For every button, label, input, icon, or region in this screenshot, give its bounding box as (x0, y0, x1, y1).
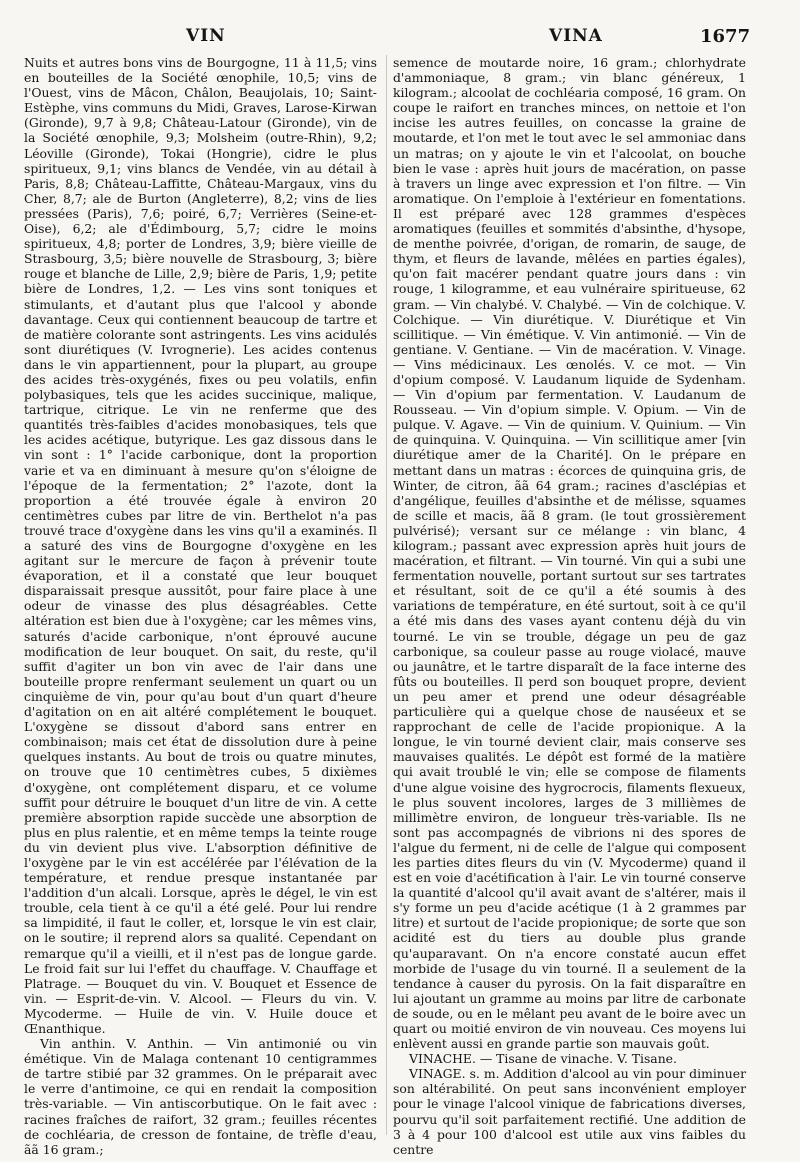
column-divider (386, 55, 387, 1135)
right-column (393, 55, 746, 1157)
entry-vinage: VINAGE. s. m. Addition d'alcool au vin pour diminuer son altérabilité. On peut sans inconvénient employer pour le vinage l'alcool vinique de fabrications diverses, pourvu qu'il soit parfaitement rectifié. Une addition de 3 à 4 pour 100 d'alcool est utile aux vins faibles du centre (393, 1066, 746, 1157)
running-head-right: VINA (549, 26, 603, 46)
right-paragraph-1: semence de moutarde noire, 16 gram.; chlorhydrate d'ammoniaque, 8 gram.; vin blanc généreux, 1 kilogram.; alcoolat de cochléaria composé, 16 gram. On coupe le raifort en tranches minces, on nettoie et l'on incise les autres feuilles, on concasse la graine de moutarde, et l'on met le tout avec le sel ammoniac dans un matras; on y ajoute le vin et l'alcoolat, on bouche bien le vase : après huit jours de macération, on passe à travers un linge avec expression et l'on filtre. — Vin aromatique. On l'emploie à l'extérieur en fomentations. Il est préparé avec 128 grammes d'espèces aromatiques (feuilles et sommités d'absinthe, d'hysope, de menthe poivrée, d'origan, de romarin, de sauge, de thym, et fleurs de lavande, mêlées en parties égales), qu'on fait macérer pendant quatre jours dans : vin rouge, 1 kilogramme, et eau vulnéraire spiritueuse, 62 gram. — Vin chalybé. V. Chalybé. — Vin de colchique. V. Colchique. — Vin diurétique. V. Diurétique et Vin scillitique. — Vin émétique. V. Vin antimonié. — Vin de gentiane. V. Gentiane. — Vin de macération. V. Vinage. — Vins médicinaux. Les œnolés. V. ce mot. — Vin d'opium composé. V. Laudanum liquide de Sydenham. — Vin d'opium par fermentation. V. Laudanum de Rousseau. — Vin d'opium simple. V. Opium. — Vin de pulque. V. Agave. — Vin de quinium. V. Quinium. — Vin de quinquina. V. Quinquina. — Vin scillitique amer [vin diurétique amer de la Charité]. On le prépare en mettant dans un matras : écorces de quinquina gris, de Winter, de citron, ãã 64 gram.; racines d'asclépias et d'angélique, feuilles d'absinthe et de mélisse, squames de scille et macis, ãã 8 gram. (le tout grossièrement pulvérisé); versant sur ce mélange : vin blanc, 4 kilogram.; passant avec expression après huit jours de macération, et filtrant. — Vin tourné. Vin qui a subi une fermentation nouvelle, portant surtout sur ses tartrates et résultant, soit de ce qu'il a été soumis à des variations de température, en été surtout, soit à ce qu'il a été mis dans des vases ayant contenu déjà du vin tourné. Le vin se trouble, dégage un peu de gaz carbonique, sa couleur passe au rouge violacé, mauve ou jaunâtre, et le tartre disparaît de la face interne des fûts ou bouteilles. Il perd son bouquet propre, devient un peu amer et prend une odeur désagréable particulière qui a quelque chose de nauséeux et se rapprochant de celle de l'acide propionique. A la longue, le vin tourné devient clair, mais conserve ses mauvaises qualités. Le dépôt est formé de la matière qui avait troublé le vin; elle se compose de filaments d'une algue voisine des hygrocrocis, filaments flexueux, le plus souvent incolores, larges de 3 millièmes de millimètre environ, de longueur très-variable. Ils ne sont pas accompagnés de vibrions ni des spores de l'algue du ferment, ni de celle de l'algue qui composent les parties dites fleurs du vin (V. Mycoderme) quand il est en voie d'acétification à l'air. Le vin tourné conserve la quantité d'alcool qu'il avait avant de s'altérer, mais il s'y forme un peu d'acide acétique (1 à 2 grammes par litre) et surtout de l'acide propionique; de sorte que son acidité est du tiers au double plus grande qu'auparavant. On n'a encore constaté aucun effet morbide de l'usage du vin tourné. Il a seulement de la tendance à causer du pyrosis. On la fait disparaître en lui ajoutant un gramme au moins par litre de carbonate de soude, ou en le mêlant peu avant de le boire avec un quart ou moitié environ de vin nouveau. Ces moyens lui enlèvent aussi en grande partie son mauvais goût. (393, 55, 746, 1052)
entry-vinache: VINACHE. — Tisane de vinache. V. Tisane. (409, 1051, 677, 1067)
running-head (0, 26, 800, 52)
left-column (24, 55, 377, 1157)
running-head-left: VIN (186, 26, 226, 46)
left-paragraph-2: Vin anthin. V. Anthin. — Vin antimonié ou vin émétique. Vin de Malaga contenant 10 centigrammes de tartre stibié par 32 grammes. On le préparait avec le verre d'antimoine, ce qui en rendait la composition très-variable. — Vin antiscorbutique. On le fait avec : racines fraîches de raifort, 32 gram.; feuilles récentes de cochléaria, de cresson de fontaine, de trèfle d'eau, ãã 16 gram.; (24, 1036, 377, 1157)
left-paragraph-1: Nuits et autres bons vins de Bourgogne, 11 à 11,5; vins en bouteilles de la Société œnophile, 10,5; vins de l'Ouest, vins de Mâcon, Châlon, Beaujolais, 10; Saint-Estèphe, vins communs du Midi, Graves, Larose-Kirwan (Gironde), 9,7 à 9,8; Château-Latour (Gironde), vin de la Société œnophile, 9,3; Molsheim (outre-Rhin), 9,2; Léoville (Gironde), Tokai (Hongrie), cidre le plus spiritueux, 9,1; vins blancs de Vendée, vin au détail à Paris, 8,8; Château-Laffitte, Château-Margaux, vins du Cher, 8,7; ale de Burton (Angleterre), 8,2; vins de lies pressées (Paris), 7,6; poiré, 6,7; Verrières (Seine-et-Oise), 6,2; ale d'Édimbourg, 5,7; cidre le moins spiritueux, 4,8; porter de Londres, 3,9; bière vieille de Strasbourg, 3,5; bière nouvelle de Strasbourg, 3; bière rouge et blanche de Lille, 2,9; bière de Paris, 1,9; petite bière de Londres, 1,2. — Les vins sont toniques et stimulants, et d'autant plus que l'alcool y abonde davantage. Ceux qui contiennent beaucoup de tartre et de matière colorante sont astringents. Les vins acidulés sont diurétiques (V. Ivrognerie). Les acides contenus dans le vin appartiennent, pour la plupart, au groupe des acides très-oxygénés, fixes ou peu volatils, enfin polybasiques, tels que les acides succinique, malique, tartrique, citrique. Le vin ne renferme que des quantités très-faibles d'acides monobasiques, tels que les acides acétique, butyrique. Les gaz dissous dans le vin sont : 1° l'acide carbonique, dont la proportion varie et va en diminuant à mesure qu'on s'éloigne de l'époque de la fermentation; 2° l'azote, dont la proportion a été trouvée égale à environ 20 centimètres cubes par litre de vin. Berthelot n'a pas trouvé trace d'oxygène dans les vins qu'il a examinés. Il a saturé des vins de Bourgogne d'oxygène en les agitant sur le mercure de façon à prévenir toute évaporation, et il a constaté que leur bouquet disparaissait presque aussitôt, pour faire place à une odeur de vinasse des plus désagréables. Cette altération est bien due à l'oxygène; car les mêmes vins, saturés d'acide carbonique, n'ont éprouvé aucune modification de leur bouquet. On sait, du reste, qu'il suffit d'agiter un bon vin avec de l'air dans une bouteille propre renfermant seulement un quart ou un cinquième de vin, pour qu'au bout d'un quart d'heure d'agitation on en ait altéré complétement le bouquet. L'oxygène se dissout d'abord sans entrer en combinaison; mais cet état de dissolution dure à peine quelques instants. Au bout de trois ou quatre minutes, on trouve que 10 centimètres cubes, 5 dixièmes d'oxygène, ont complétement disparu, et ce volume suffit pour détruire le bouquet d'un litre de vin. A cette première absorption rapide succède une absorption de plus en plus ralentie, et en même temps la teinte rouge du vin devient plus vive. L'absorption définitive de l'oxygène par le vin est accélérée par l'élévation de la température, et rendue presque instantanée par l'addition d'un alcali. Lorsque, après le dégel, le vin est trouble, cela tient à ce qu'il a été gelé. Pour lui rendre sa limpidité, il faut le coller, et, lorsque le vin est clair, on le soutire; il reprend alors sa qualité. Cependant on remarque qu'il a vieilli, et il n'est pas de longue garde. Le froid fait sur lui l'effet du chauffage. V. Chauffage et Platrage. — Bouquet du vin. V. Bouquet et Essence de vin. — Esprit-de-vin. V. Alcool. — Fleurs du vin. V. Mycoderme. — Huile de vin. V. Huile douce et Œnanthique. (24, 55, 377, 1036)
page-number: 1677 (700, 26, 751, 47)
